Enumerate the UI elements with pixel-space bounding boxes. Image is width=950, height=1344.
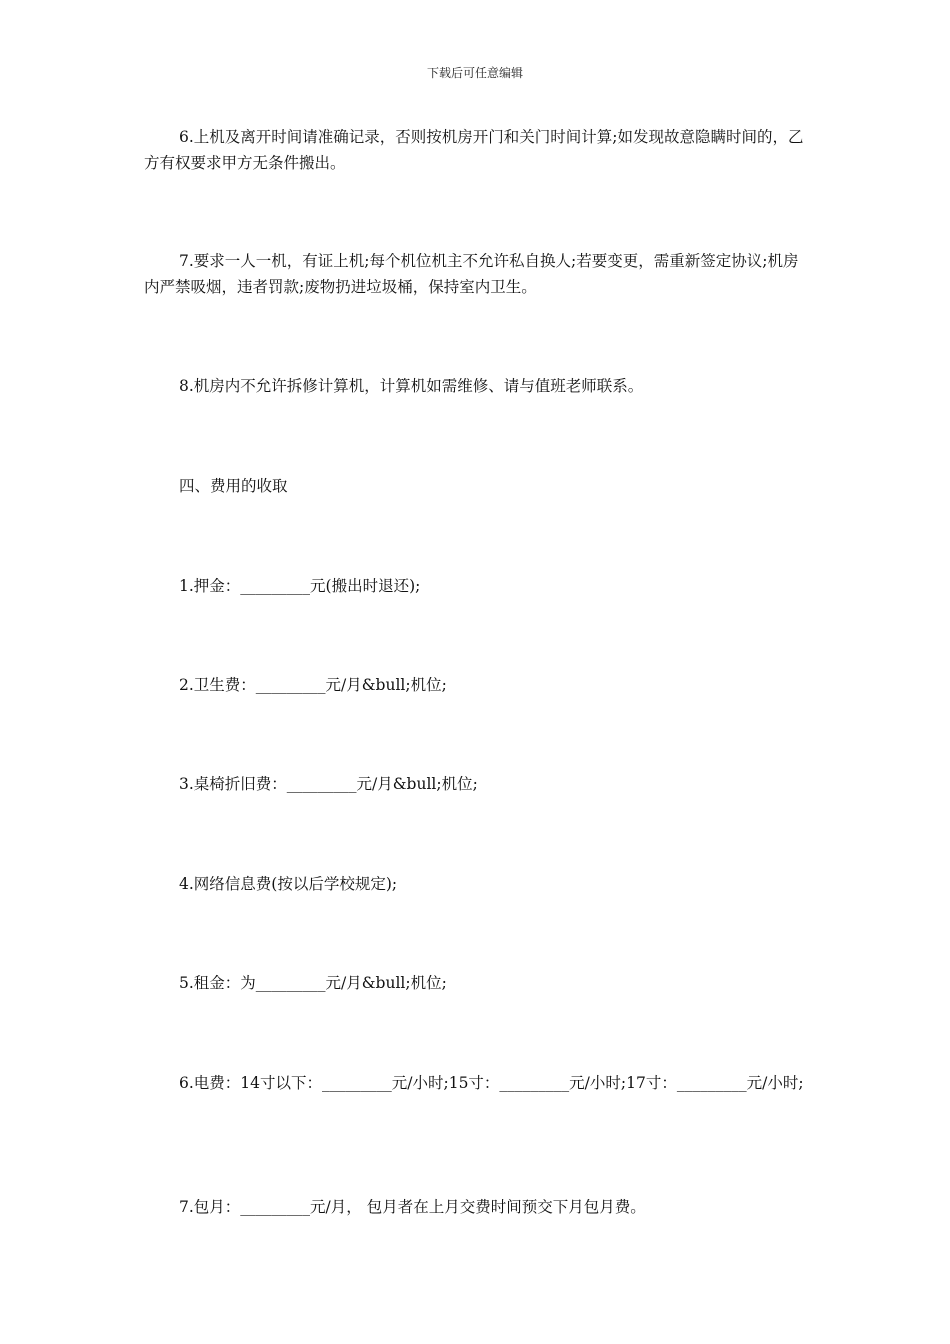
fee-item-rent: 5.租金：为_________元/月&bull;机位; xyxy=(179,974,447,992)
fee-item-network: 4.网络信息费(按以后学校规定); xyxy=(179,875,398,893)
clause-7-one-person-one-machine: 7.要求一人一机，有证上机;每个机位机主不允许私自换人;若要变更，需重新签定协议;机房内严禁吸烟，违者罚款;废物扔进垃圾桶，保持室内卫生。 xyxy=(144,252,799,296)
clause-6-record-time: 6.上机及离开时间请准确记录，否则按机房开门和关门时间计算;如发现故意隐瞒时间的，乙方有权要求甲方无条件搬出。 xyxy=(144,128,804,172)
fee-item-sanitation: 2.卫生费：_________元/月&bull;机位; xyxy=(179,676,447,694)
clause-8-no-repair: 8.机房内不允许拆修计算机，计算机如需维修、请与值班老师联系。 xyxy=(179,377,644,395)
fee-item-electricity: 6.电费：14寸以下：_________元/小时;15寸：_________元/小时;17寸：_________元/小时; xyxy=(179,1074,804,1092)
fee-item-monthly-package: 7.包月：_________元/月， 包月者在上月交费时间预交下月包月费。 xyxy=(179,1198,646,1216)
fee-item-deposit: 1.押金：_________元(搬出时退还); xyxy=(179,577,421,595)
fee-item-furniture-depreciation: 3.桌椅折旧费：_________元/月&bull;机位; xyxy=(179,775,478,793)
page-header: 下载后可任意编辑 xyxy=(426,66,523,80)
section-heading-fees: 四、费用的收取 xyxy=(179,477,288,495)
